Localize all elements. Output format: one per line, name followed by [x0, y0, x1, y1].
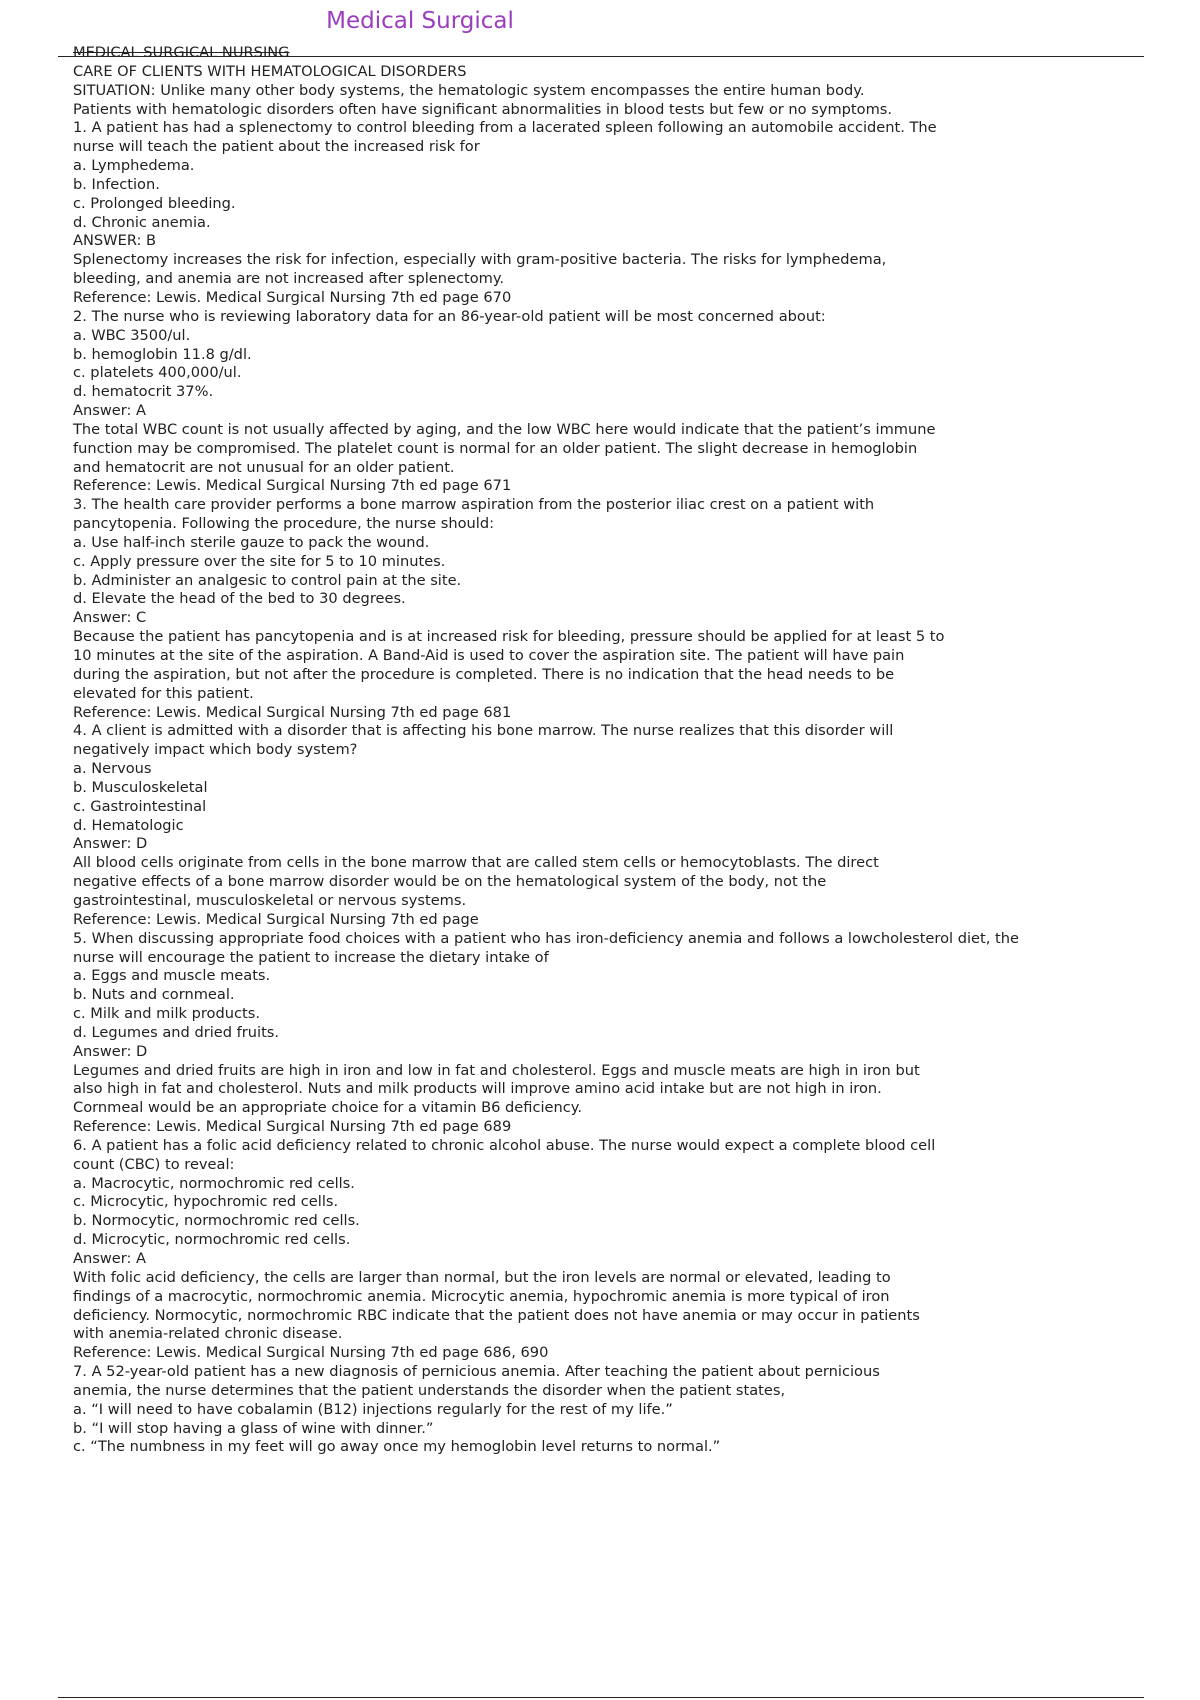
text-line: c. Gastrointestinal — [73, 797, 207, 815]
text-line: b. Musculoskeletal — [73, 778, 208, 796]
text-line: Reference: Lewis. Medical Surgical Nursing 7th ed page 681 — [73, 703, 512, 721]
text-line: a. WBC 3500/ul. — [73, 326, 191, 344]
text-line: d. hematocrit 37%. — [73, 383, 214, 401]
text-line: ANSWER: B — [73, 232, 157, 250]
text-line: count (CBC) to reveal: — [73, 1155, 235, 1173]
text-line: 7. A 52-year-old patient has a new diagnosis of pernicious anemia. After teaching the patient about pernicious — [73, 1363, 880, 1381]
text-line: c. “The numbness in my feet will go away once my hemoglobin level returns to normal.” — [73, 1438, 721, 1456]
text-line: Cornmeal would be an appropriate choice for a vitamin B6 deficiency. — [73, 1099, 582, 1117]
text-line: 6. A patient has a folic acid deficiency related to chronic alcohol abuse. The nurse would expect a complete blood cell — [73, 1136, 936, 1154]
text-line: function may be compromised. The platelet count is normal for an older patient. The slight decrease in hemoglobin — [73, 439, 918, 457]
text-line: Answer: D — [73, 1042, 148, 1060]
text-line: b. Administer an analgesic to control pain at the site. — [73, 571, 462, 589]
text-line: c. Microcytic, hypochromic red cells. — [73, 1193, 339, 1211]
text-line: Answer: C — [73, 609, 147, 627]
text-line: 2. The nurse who is reviewing laboratory data for an 86-year-old patient will be most concerned about: — [73, 307, 826, 325]
text-line: negatively impact which body system? — [73, 741, 358, 759]
text-line: With folic acid deficiency, the cells are larger than normal, but the iron levels are normal or elevated, leading to — [73, 1268, 891, 1286]
text-line: b. Nuts and cornmeal. — [73, 986, 235, 1004]
text-line: c. Prolonged bleeding. — [73, 194, 236, 212]
text-line: Reference: Lewis. Medical Surgical Nursing 7th ed page — [73, 910, 479, 928]
text-line: Splenectomy increases the risk for infection, especially with gram-positive bacteria. The risks for lymphedema, — [73, 251, 887, 269]
text-line: also high in fat and cholesterol. Nuts and milk products will improve amino acid intake but are not high in iron. — [73, 1080, 882, 1098]
text-line: c. Apply pressure over the site for 5 to 10 minutes. — [73, 552, 446, 570]
text-line: pancytopenia. Following the procedure, the nurse should: — [73, 515, 495, 533]
text-line: during the aspiration, but not after the procedure is completed. There is no indication that the head needs to be — [73, 665, 895, 683]
text-line: Reference: Lewis. Medical Surgical Nursing 7th ed page 686, 690 — [73, 1344, 549, 1362]
text-line: d. Microcytic, normochromic red cells. — [73, 1231, 351, 1249]
text-line: d. Elevate the head of the bed to 30 degrees. — [73, 590, 406, 608]
text-line: Answer: A — [73, 402, 147, 420]
text-line: a. Lymphedema. — [73, 157, 195, 175]
text-line: b. Infection. — [73, 175, 160, 193]
document-body — [73, 44, 1153, 1457]
footer-rule — [58, 1697, 1144, 1698]
text-line: 5. When discussing appropriate food choices with a patient who has iron-deficiency anemia and follows a lowcholesterol diet, the — [73, 929, 1019, 947]
text-line: The total WBC count is not usually affected by aging, and the low WBC here would indicate that the patient’s immune — [73, 420, 936, 438]
text-line: d. Legumes and dried fruits. — [73, 1023, 280, 1041]
text-line: d. Chronic anemia. — [73, 213, 211, 231]
text-line: with anemia-related chronic disease. — [73, 1325, 343, 1343]
text-line: elevated for this patient. — [73, 684, 254, 702]
text-line: Answer: A — [73, 1250, 147, 1267]
text-line: 10 minutes at the site of the aspiration. A Band-Aid is used to cover the aspiration site. The patient will have pain — [73, 647, 905, 664]
text-line: a. Macrocytic, normochromic red cells. — [73, 1174, 355, 1192]
text-line: Answer: D — [73, 835, 148, 853]
document-title: MEDICAL SURGICAL NURSING — [73, 44, 290, 61]
page-header-title: Medical Surgical — [326, 8, 514, 34]
text-line: b. “I will stop having a glass of wine with dinner.” — [73, 1419, 434, 1437]
text-line: deficiency. Normocytic, normochromic RBC indicate that the patient does not have anemia or may occur in patients — [73, 1306, 920, 1324]
text-line: a. “I will need to have cobalamin (B12) injections regularly for the rest of my life.” — [73, 1400, 673, 1418]
text-line: SITUATION: Unlike many other body systems, the hematologic system encompasses the entire human body. — [73, 81, 865, 99]
text-line: 1. A patient has had a splenectomy to control bleeding from a lacerated spleen following an automobile accident. The — [73, 119, 937, 137]
text-line: negative effects of a bone marrow disorder would be on the hematological system of the body, not the — [73, 873, 827, 891]
text-line: CARE OF CLIENTS WITH HEMATOLOGICAL DISORDERS — [73, 62, 467, 80]
text-line: d. Hematologic — [73, 816, 184, 834]
text-line: 3. The health care provider performs a bone marrow aspiration from the posterior iliac crest on a patient with — [73, 496, 875, 514]
text-line: Reference: Lewis. Medical Surgical Nursing 7th ed page 689 — [73, 1118, 512, 1136]
text-line: Reference: Lewis. Medical Surgical Nursing 7th ed page 671 — [73, 477, 512, 495]
text-line: nurse will encourage the patient to increase the dietary intake of — [73, 948, 549, 966]
text-line: nurse will teach the patient about the increased risk for — [73, 138, 480, 156]
text-line: 4. A client is admitted with a disorder that is affecting his bone marrow. The nurse realizes that this disorder will — [73, 722, 894, 740]
text-line: Because the patient has pancytopenia and is at increased risk for bleeding, pressure should be applied for at least 5 to — [73, 628, 945, 646]
text-line: Patients with hematologic disorders often have significant abnormalities in blood tests but few or no symptoms. — [73, 100, 893, 118]
text-line: bleeding, and anemia are not increased after splenectomy. — [73, 270, 505, 288]
text-line: a. Eggs and muscle meats. — [73, 967, 271, 985]
text-line: c. Milk and milk products. — [73, 1005, 260, 1023]
text-line: All blood cells originate from cells in the bone marrow that are called stem cells or hemocytoblasts. The direct — [73, 854, 879, 872]
text-line: b. hemoglobin 11.8 g/dl. — [73, 345, 252, 363]
text-line: anemia, the nurse determines that the patient understands the disorder when the patient states, — [73, 1381, 786, 1399]
text-line: gastrointestinal, musculoskeletal or nervous systems. — [73, 891, 467, 909]
text-line: findings of a macrocytic, normochromic anemia. Microcytic anemia, hypochromic anemia is more typical of iron — [73, 1287, 890, 1305]
text-line: and hematocrit are not unusual for an older patient. — [73, 458, 455, 476]
text-line: a. Use half-inch sterile gauze to pack the wound. — [73, 533, 430, 551]
text-line: Legumes and dried fruits are high in iron and low in fat and cholesterol. Eggs and muscle meats are high in iron but — [73, 1061, 920, 1079]
text-line: Reference: Lewis. Medical Surgical Nursing 7th ed page 670 — [73, 288, 512, 306]
text-line: b. Normocytic, normochromic red cells. — [73, 1212, 360, 1230]
text-line: c. platelets 400,000/ul. — [73, 364, 242, 382]
text-line: a. Nervous — [73, 760, 152, 778]
